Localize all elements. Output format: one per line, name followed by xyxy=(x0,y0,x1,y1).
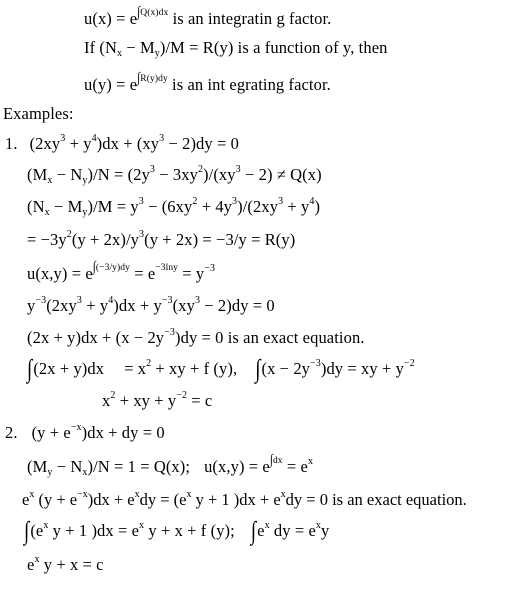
example2-exact-equation: $e^x$ $(y + e^{-x})dx + e^xdy = (e^x$ y + 1 )$dx + e^xdy = 0$ is an exact equation. xyxy=(22,489,467,509)
example-number: 2. xyxy=(5,423,18,442)
example1-step-mx-ny: $(M_x - N_y)/N = (2y^3 - 3xy^2)/(xy^3 - 2) \ne Q(x)$ xyxy=(27,164,322,186)
condition-line: If $(N_x - M_y)/M = R(y)$ is a function of y, then xyxy=(84,38,388,59)
exponent: ∫Q(x)dx xyxy=(137,4,169,20)
example1-multiplied-equation: $y^{-3}(2xy^3 + y^4)dx + y^{-3}(xy^3 - 2)dy = 0$ xyxy=(27,295,275,315)
example1-equation: 1. $(2xy^3 + y^4)dx + (xy^3 - 2)dy = 0$ xyxy=(5,133,239,153)
example1-integrals: $\int(2x + y)dx = x^2$ + xy + f (y), $\int(x - 2y^{-3})dy$ = xy + $y^{-2}$ xyxy=(27,355,415,384)
example2-integrals: $\int(e^x$ y + 1 )$dx = e^x$ y + x + f (y); $\int e^x$ dy = $e^xy$ xyxy=(24,517,330,546)
example1-solution: $x^2$ + xy + $y^{-2} = c$ xyxy=(102,390,213,410)
example1-step-simplify: = $-3y^2(y + 2x)/y^3(y + 2x) = -3/y = R(y)$ xyxy=(27,229,296,249)
example1-exact-equation: $(2x + y)dx + (x - 2y^{-3})dy = 0$ is an exact equation. xyxy=(27,327,365,347)
examples-heading: Examples: xyxy=(3,104,74,123)
example-number: 1. xyxy=(5,134,18,153)
example2-step-my-nx: $(M_y - N_x)/N = 1 = Q(x)$; $u(x,y) = e^{\int dx} = e^x$ xyxy=(27,452,314,478)
example1-step-nx-my: $(N_x - M_y)/M = y^3 - (6xy^2 + 4y^3)/(2xy^3 + y^4)$ xyxy=(27,196,321,218)
exponent: ∫R(y)dy xyxy=(137,70,168,86)
example2-equation: 2. $(y + e^{-x})dx$ + dy = 0 xyxy=(5,422,165,442)
integrating-factor-x-line: $u(x) = e^{\int Q(x)dx}$ is an integratin g factor. xyxy=(84,4,332,28)
integrating-factor-y-line: $u(y) = e^{\int R(y)dy}$ is an int egrating factor. xyxy=(84,70,331,94)
example2-solution: $e^x$ y + x = c xyxy=(27,554,104,574)
example1-integrating-factor: $u(x,y) = e^{\int(-3/y)dy} = e^{-3lny} = y^{-3}$ xyxy=(27,259,216,283)
